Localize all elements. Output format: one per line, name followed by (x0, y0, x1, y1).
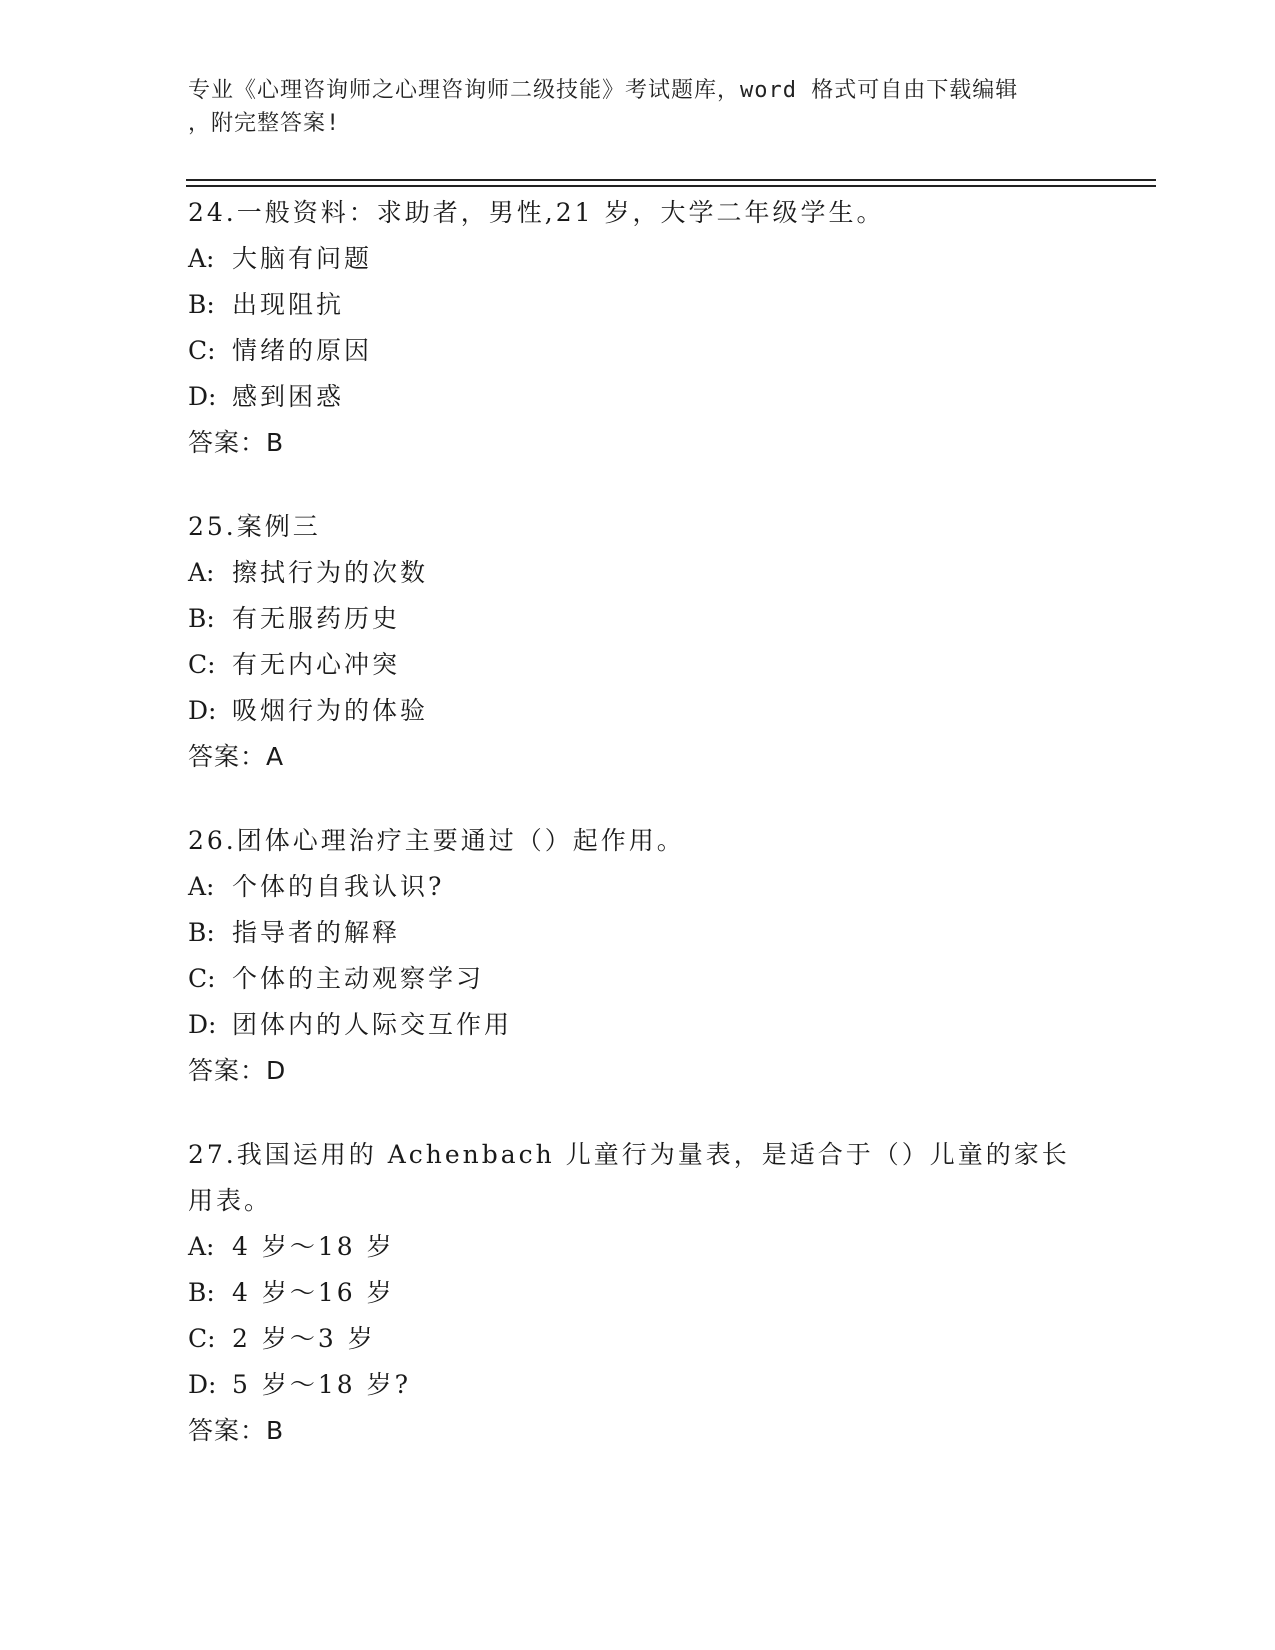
option-b (188, 596, 1088, 642)
option-letter: B: (188, 290, 215, 319)
option-a (188, 550, 1088, 596)
option-letter: D: (188, 1370, 217, 1399)
option-text: 吸烟行为的体验 (232, 696, 429, 725)
question-25 (188, 504, 1088, 780)
option-d (188, 688, 1088, 734)
option-letter: A: (188, 244, 215, 273)
option-text: 5 岁～18 岁? (232, 1370, 412, 1399)
option-letter: C: (188, 336, 216, 365)
option-text: 2 岁～3 岁 (232, 1324, 376, 1353)
question-stem: 24.一般资料：求助者，男性,21 岁，大学二年级学生。 (188, 198, 885, 227)
option-text: 情绪的原因 (232, 336, 373, 365)
answer-line: 答案：D (188, 1056, 287, 1085)
option-letter: A: (188, 1232, 215, 1261)
answer-line: 答案：A (188, 742, 285, 771)
option-text: 指导者的解释 (232, 918, 401, 947)
option-text: 4 岁～16 岁 (232, 1278, 395, 1307)
option-letter: B: (188, 604, 215, 633)
option-a (188, 1224, 1088, 1270)
option-letter: B: (188, 918, 215, 947)
header-divider-top (186, 179, 1156, 181)
document-header (188, 74, 1068, 140)
header-divider-bottom (186, 185, 1156, 187)
option-letter: A: (188, 558, 215, 587)
question-stem: 26.团体心理治疗主要通过（）起作用。 (188, 826, 685, 855)
answer-line: 答案：B (188, 1416, 285, 1445)
option-text: 大脑有问题 (232, 244, 373, 273)
header-line-1: 专业《心理咨询师之心理咨询师二级技能》考试题库，word 格式可自由下载编辑 (188, 78, 1019, 103)
option-c (188, 1316, 1088, 1362)
question-27 (188, 1132, 1088, 1454)
option-text: 擦拭行为的次数 (232, 558, 429, 587)
option-text: 有无内心冲突 (232, 650, 401, 679)
question-24 (188, 190, 1088, 466)
option-d (188, 374, 1088, 420)
option-text: 个体的主动观察学习 (232, 964, 485, 993)
question-stem: 25.案例三 (188, 512, 321, 541)
option-text: 出现阻抗 (232, 290, 345, 319)
option-letter: D: (188, 1010, 217, 1039)
answer-line: 答案：B (188, 428, 285, 457)
option-c (188, 956, 1088, 1002)
option-letter: A: (188, 872, 215, 901)
option-b (188, 910, 1088, 956)
option-letter: C: (188, 1324, 216, 1353)
header-line-2: ，附完整答案! (188, 111, 341, 136)
option-text: 4 岁～18 岁 (232, 1232, 395, 1261)
option-letter: D: (188, 382, 217, 411)
option-a (188, 864, 1088, 910)
option-text: 团体内的人际交互作用 (232, 1010, 513, 1039)
option-d (188, 1362, 1088, 1408)
question-stem: 27.我国运用的 Achenbach 儿童行为量表，是适合于（）儿童的家长用表。 (188, 1140, 1070, 1215)
option-c (188, 642, 1088, 688)
question-26 (188, 818, 1088, 1094)
option-b (188, 282, 1088, 328)
option-letter: C: (188, 964, 216, 993)
option-text: 有无服药历史 (232, 604, 401, 633)
option-letter: D: (188, 696, 217, 725)
option-text: 个体的自我认识? (232, 872, 445, 901)
option-letter: B: (188, 1278, 215, 1307)
question-list (188, 190, 1088, 1492)
option-d (188, 1002, 1088, 1048)
option-a (188, 236, 1088, 282)
option-c (188, 328, 1088, 374)
option-letter: C: (188, 650, 216, 679)
option-b (188, 1270, 1088, 1316)
option-text: 感到困惑 (232, 382, 345, 411)
